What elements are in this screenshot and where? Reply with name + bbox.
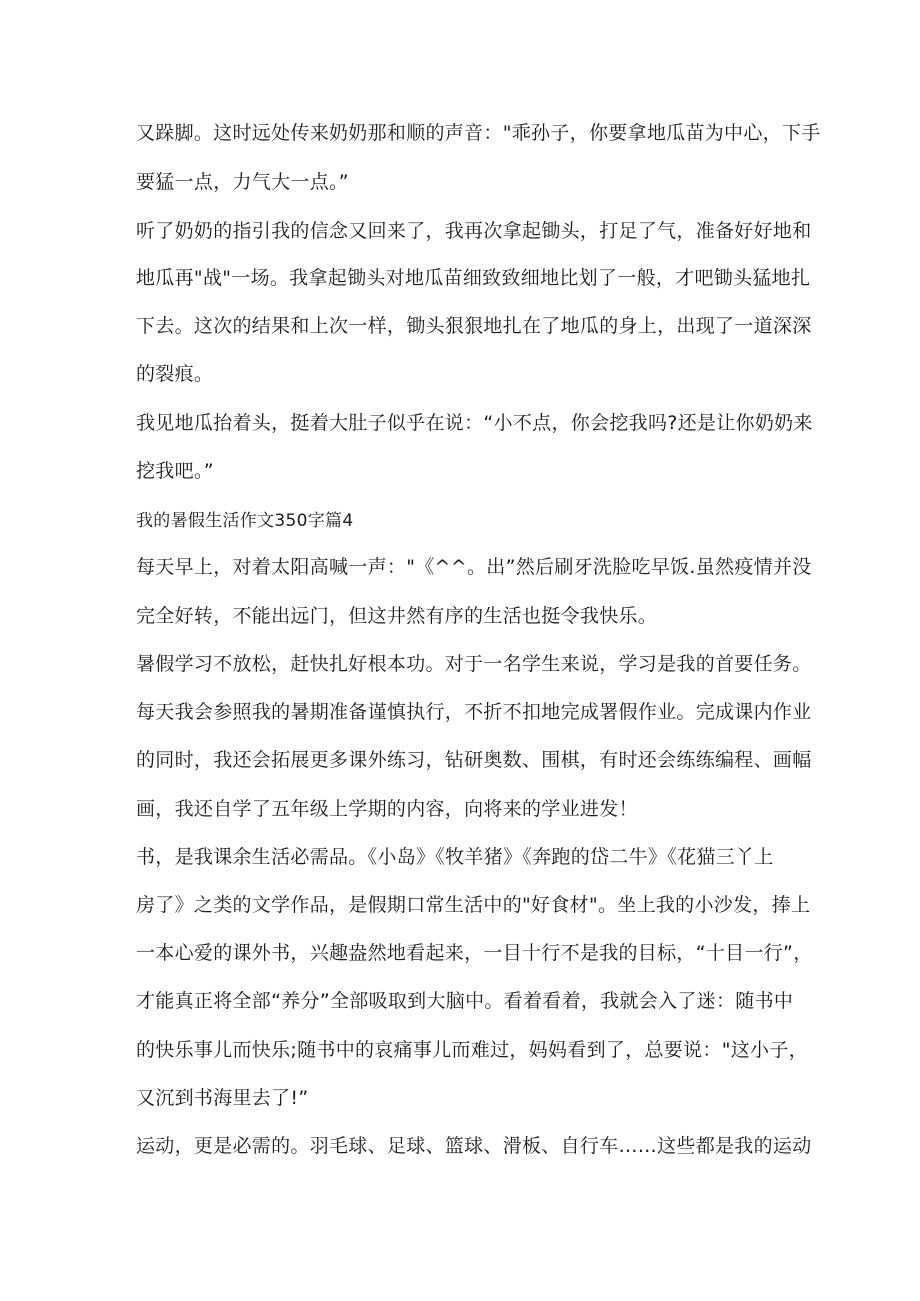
text-line: 每天我会参照我的暑期准备谨慎执行，不折不扣地完成署假作业。完成课内作业 [136,701,812,723]
text-line: 的同时，我还会拓展更多课外练习，钻研奥数、围棋，有时还会练练编程、画幅 [136,749,812,771]
text-line: 每天早上，对着太阳高喊一声："《^^。出”然后刷牙洗脸吃早饭.虽然疫情并没 [136,556,812,578]
section-heading: 我的暑假生活作文350字篇4 [136,511,354,531]
text-line: 挖我吧。” [136,460,214,482]
text-line: 房了》之类的文学作品，是假期口常生活中的"好食材"。坐上我的小沙发，捧上 [136,894,811,916]
text-line: 下去。这次的结果和上次一样，锄头狠狠地扎在了地瓜的身上，出现了一道深深 [136,315,812,337]
text-line: 运动，更是必需的。羽毛球、足球、篮球、滑板、自行车……这些都是我的运动 [136,1135,812,1157]
text-line: 一本心爱的课外书，兴趣盎然地看起来，一目十行不是我的目标，“十目一行”， [136,942,813,964]
text-line: 完全好转，不能出远门，但这井然有序的生活也挺令我快乐。 [136,605,658,627]
text-line: 暑假学习不放松，赶快扎好根本功。对于一名学生来说，学习是我的首要任务。 [136,653,812,675]
text-line: 的快乐事儿而快乐;随书中的哀痛事儿而难过，妈妈看到了，总要说："这小子， [136,1039,808,1061]
text-line: 书，是我课余生活必需品。《小岛》《牧羊猪》《奔跑的岱二牛》《花猫三丫上 [136,846,774,868]
text-line: 又沉到书海里去了!” [136,1087,309,1109]
text-line: 又跺脚。这时远处传来奶奶那和顺的声音："乖孙子，你要拿地瓜苗为中心，下手 [136,122,821,144]
text-line: 要猛一点，力气大一点。” [136,171,349,193]
text-line: 的裂痕。 [136,363,214,385]
text-line: 画，我还自学了五年级上学期的内容，向将来的学业进发！ [136,798,638,820]
text-line: 才能真正将全部“养分”全部吸取到大脑中。看着看着，我就会入了迷：随书中 [136,990,794,1012]
text-line: 听了奶奶的指引我的信念又回来了，我再次拿起锄头，打足了气，准备好好地和 [136,220,812,242]
text-line: 地瓜再"战"一场。我拿起锄头对地瓜苗细致致细地比划了一般，才吧锄头猛地扎 [136,267,811,289]
text-line: 我见地瓜抬着头，挺着大肚子似乎在说：“小不点，你会挖我吗?还是让你奶奶来 [136,412,813,434]
